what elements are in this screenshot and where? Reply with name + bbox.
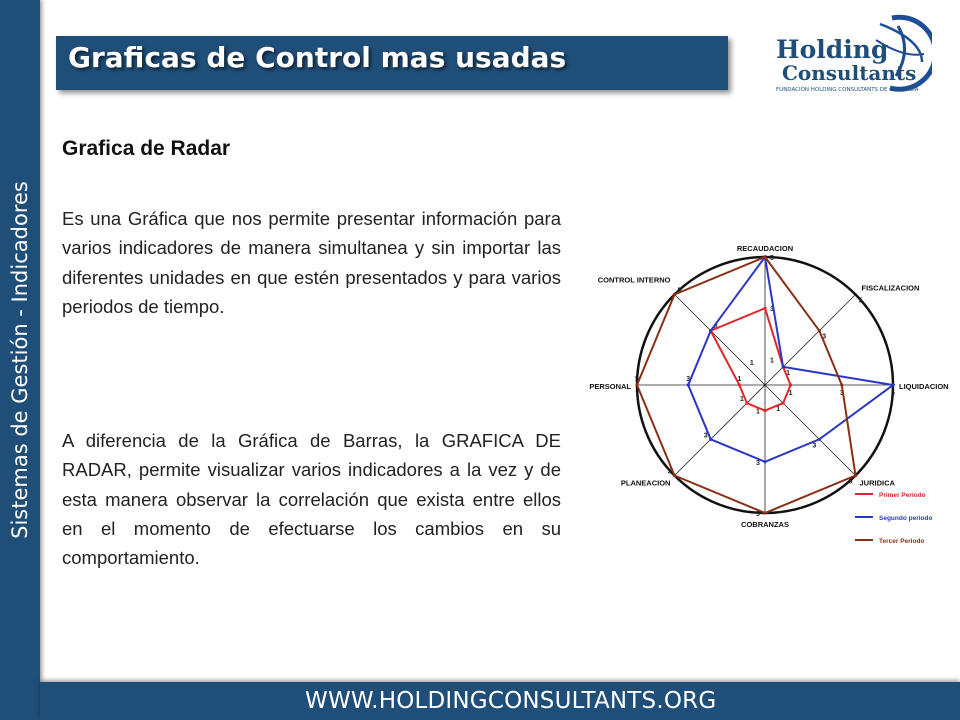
page-title: Graficas de Control mas usadas — [68, 41, 567, 74]
radar-tick-label: 5 — [891, 390, 895, 397]
section-heading: Grafica de Radar — [62, 137, 231, 160]
logo-tagline: FUNDACIÓN HOLDING CONSULTANTS DE COLOMBIA — [776, 87, 919, 93]
radar-tick-label: 1 — [756, 408, 760, 416]
radar-tick-label: 3 — [703, 432, 708, 440]
radar-tick-label: 5 — [858, 297, 863, 305]
paragraph-intro: Es una Gráfica que nos permite presentar información para varios indicadores de manera simultanea y sin importar las diferentes unidades en que estén presentados y para varios periodos de tiempo. — [62, 208, 561, 317]
radar-category-label: COBRANZAS — [741, 520, 789, 529]
radar-point — [818, 329, 821, 332]
radar-category-label: RECAUDACION — [736, 244, 794, 253]
sidebar-title: Sistemas de Gestión - Indicadores — [8, 181, 32, 539]
radar-point — [687, 383, 690, 386]
footer-bar — [40, 682, 960, 720]
radar-point — [763, 409, 766, 412]
radar-point — [673, 474, 676, 477]
radar-point — [782, 365, 785, 368]
radar-category-label: PLANEACION — [620, 478, 671, 488]
logo-line2: Consultants — [782, 61, 917, 85]
radar-tick-label: 5 — [770, 255, 774, 262]
radar-chart — [565, 235, 955, 555]
radar-category-label: JURIDICA — [859, 478, 895, 488]
radar-point — [818, 438, 821, 441]
sidebar — [0, 0, 40, 720]
radar-point — [763, 460, 766, 463]
radar-category-label: CONTROL INTERNO — [597, 275, 671, 285]
radar-tick-label: 3 — [713, 323, 718, 331]
radar-point — [789, 383, 792, 386]
radar-point — [709, 329, 712, 332]
radar-point — [840, 383, 843, 386]
radar-axis-7 — [674, 294, 765, 385]
radar-point — [891, 383, 894, 386]
radar-category-label: PERSONAL — [589, 382, 631, 391]
radar-tick-label: 1 — [737, 376, 742, 383]
radar-tick-label: 3 — [812, 442, 817, 450]
radar-axis-3 — [765, 385, 856, 476]
radar-tick-label: 3 — [686, 376, 691, 383]
radar-point — [709, 438, 712, 441]
paragraph-comparison: A diferencia de la Gráfica de Barras, la GRAFICA DE RADAR, permite visualizar varios indicadores a la vez y de esta manera observar la correlación que exista entre ellos en el momento de efectuarse los cambios en su comportamiento. — [62, 430, 561, 569]
radar-axis-5 — [674, 385, 765, 476]
radar-tick-label: 5 — [848, 478, 853, 486]
radar-tick-label: 5 — [677, 287, 682, 295]
radar-tick-label: 1 — [770, 357, 774, 365]
radar-point — [854, 474, 857, 477]
radar-point — [673, 293, 676, 296]
radar-tick-label: 1 — [786, 369, 791, 377]
radar-point — [763, 255, 766, 258]
radar-point — [738, 383, 741, 386]
radar-tick-label: 3 — [839, 390, 844, 397]
radar-tick-label: 1 — [776, 406, 781, 414]
footer-url: WWW.HOLDINGCONSULTANTS.ORG — [305, 688, 717, 714]
radar-point — [635, 383, 638, 386]
radar-point — [763, 511, 766, 514]
radar-point — [763, 307, 766, 310]
radar-tick-label: 1 — [749, 359, 754, 367]
radar-tick-label: 1 — [739, 396, 744, 404]
radar-tick-label: 1 — [788, 390, 793, 397]
radar-tick-label: 5 — [667, 468, 672, 476]
radar-point — [782, 402, 785, 405]
radar-category-label: LIQUIDACION — [899, 382, 949, 391]
holding-consultants-logo — [772, 10, 932, 100]
radar-tick-label: 3 — [770, 306, 774, 314]
radar-tick-label: 5 — [635, 376, 639, 383]
radar-tick-label: 3 — [756, 459, 760, 467]
radar-point — [745, 402, 748, 405]
radar-category-label: FISCALIZACION — [861, 283, 920, 293]
radar-tick-label: 5 — [756, 511, 760, 518]
logo-line1: Holding — [776, 35, 889, 64]
legend-label: Tercer Periodo — [879, 538, 925, 545]
legend-label: Segundo periodo — [879, 515, 933, 522]
radar-tick-label: 3 — [822, 333, 827, 341]
title-bar — [56, 36, 728, 90]
legend-label: Primer Periodo — [879, 492, 926, 499]
